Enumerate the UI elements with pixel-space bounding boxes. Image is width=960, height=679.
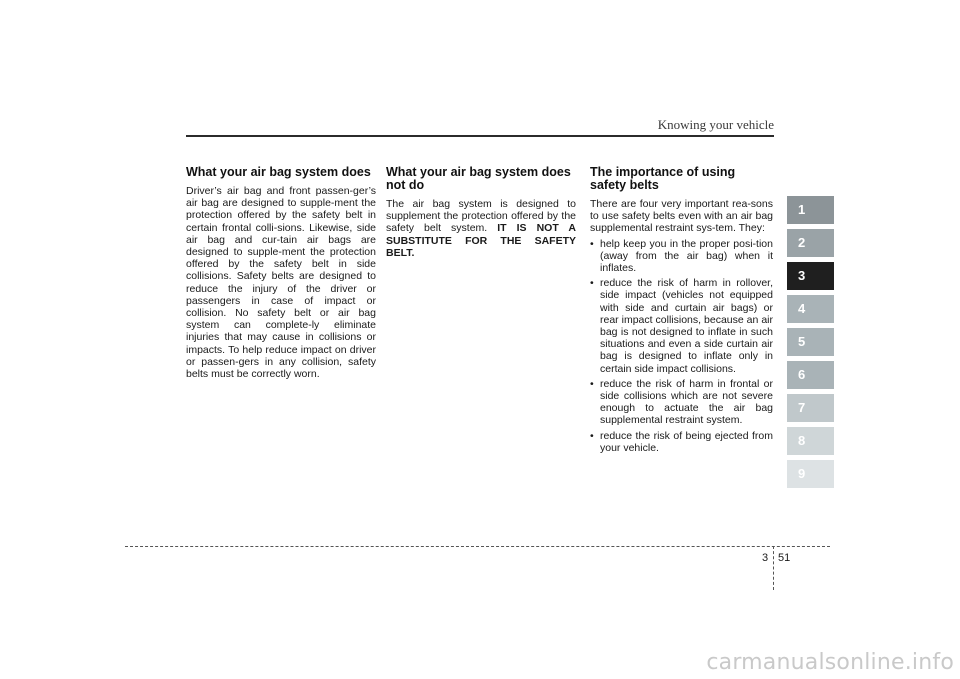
footer-rule [125,546,830,547]
chapter-tab-1[interactable]: 1 [787,196,834,224]
body-text: The air bag system is designed to supplement the protection offered by the safety belt system. [386,198,576,235]
list-item-text: reduce the risk of harm in frontal or side collisions which are not severe enough to actuate the air bag supplemental restraint system. [600,377,773,427]
footer-page-number: 51 [778,552,791,564]
list-item-text: reduce the risk of harm in rollover, side impact (vehicles not equipped with side and curtain air bags) or rear impact collisions, because an air bag is not designed to inflate in such situations and even a side curtain air bag is designed to inflate only in certain side impact collisions. [600,277,773,375]
list-item-text: reduce the risk of being ejected from your vehicle. [600,429,773,454]
chapter-tab-8[interactable]: 8 [787,427,834,455]
chapter-tab-4[interactable]: 4 [787,295,834,323]
section-label: Knowing your vehicle [657,117,774,132]
body-air-bag-does-not [386,198,576,259]
heading-air-bag-does: What your air bag system does [186,165,371,179]
chapter-tab-6[interactable]: 6 [787,361,834,389]
column-air-bag-does [186,166,376,380]
list-item-text: help keep you in the proper posi-tion (away from the air bag) when it inflates. [600,237,773,275]
bullet-icon: • [590,277,594,290]
list-item [590,277,773,375]
bullet-icon: • [590,237,594,250]
heading-air-bag-does-not: What your air bag system does not do [386,165,571,192]
chapter-tabs [787,196,834,493]
body-emphasis: IT IS NOT A SUBSTITUTE FOR THE SAFETY BELT. [386,222,576,259]
body-air-bag-does: Driver’s air bag and front passen-ger’s air bag are designed to supple-ment the protection offered by the safety belt in certain frontal colli-sions. Likewise, side air bag and cur-tain air bags are designed to supple-ment the protection offered by the safety belt in side collisions. Safety belts are designed to reduce the injury of the driver or passengers in case of impact or collision. No safety belt or air bag system can complete-ly eliminate injuries that may cause in collisions or impacts. To help reduce impact on driver or passen-gers in any collision, safety belts must be correctly worn. [186,185,376,381]
header-rule [186,135,774,137]
reasons-list [590,238,773,454]
watermark: carmanualsonline.info [706,650,954,675]
footer-divider [773,546,774,590]
list-item [590,378,773,427]
bullet-icon: • [590,377,594,390]
list-item [590,430,773,454]
chapter-tab-7[interactable]: 7 [787,394,834,422]
list-item [590,238,773,275]
column-safety-belts [590,166,773,457]
chapter-tab-3[interactable]: 3 [787,262,834,290]
chapter-tab-9[interactable]: 9 [787,460,834,488]
heading-safety-belts: The importance of using safety belts [590,165,736,192]
footer-chapter-number: 3 [762,552,769,564]
bullet-icon: • [590,429,594,442]
chapter-tab-2[interactable]: 2 [787,229,834,257]
column-air-bag-does-not [386,166,576,259]
chapter-tab-5[interactable]: 5 [787,328,834,356]
intro-safety-belts: There are four very important rea-sons to use safety belts even with an air bag supplemental restraint sys-tem. They: [590,198,773,235]
